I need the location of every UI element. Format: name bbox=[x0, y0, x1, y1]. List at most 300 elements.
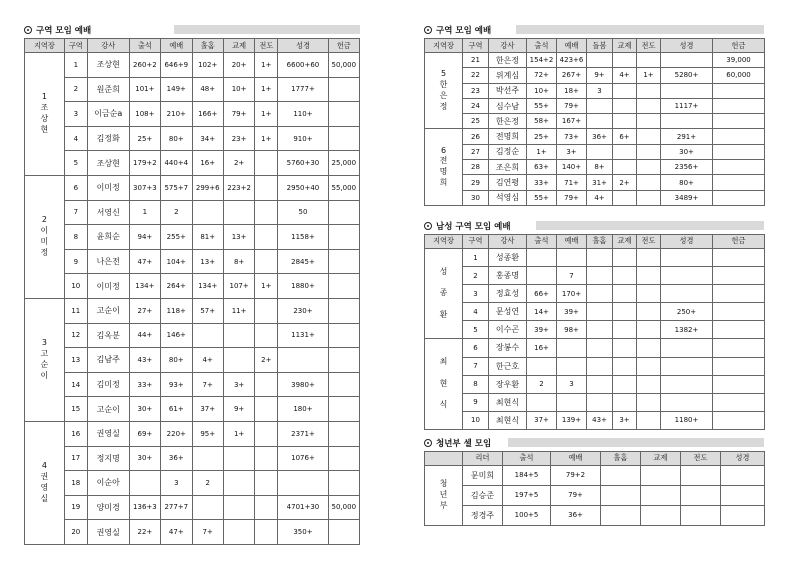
cell-leader: 나은전 bbox=[87, 249, 129, 274]
cell-number: 9 bbox=[64, 249, 87, 274]
cell-value: 2 bbox=[161, 200, 192, 225]
cell-value: 5760+30 bbox=[278, 151, 328, 176]
cell-value bbox=[557, 357, 587, 375]
cell-value: 2356+ bbox=[661, 160, 713, 175]
cell-value bbox=[713, 411, 765, 429]
cell-value: 33+ bbox=[129, 372, 160, 397]
column-header: 홀홈 bbox=[192, 39, 223, 53]
cell-value: 4+ bbox=[613, 68, 637, 83]
cell-value bbox=[613, 144, 637, 159]
cell-value: 1+ bbox=[255, 126, 278, 151]
cell-value: 31+ bbox=[587, 175, 613, 190]
cell-value: 264+ bbox=[161, 274, 192, 299]
cell-value bbox=[637, 53, 661, 68]
cell-value bbox=[713, 129, 765, 144]
cell-value bbox=[713, 144, 765, 159]
cell-value: 4701+30 bbox=[278, 495, 328, 520]
cell-value bbox=[637, 175, 661, 190]
cell-value bbox=[637, 339, 661, 357]
table-row bbox=[25, 53, 360, 78]
cell-value bbox=[637, 190, 661, 205]
cell-value bbox=[587, 339, 613, 357]
cell-value bbox=[192, 323, 223, 348]
cell-number: 16 bbox=[64, 421, 87, 446]
cell-value bbox=[223, 348, 254, 373]
cell-number: 17 bbox=[64, 446, 87, 471]
cell-value: 170+ bbox=[557, 285, 587, 303]
cell-value: 250+ bbox=[661, 303, 713, 321]
cell-value: 140+ bbox=[557, 160, 587, 175]
cell-value bbox=[557, 393, 587, 411]
cell-value: 14+ bbox=[527, 303, 557, 321]
cell-value: 2 bbox=[192, 471, 223, 496]
cell-value: 79+ bbox=[557, 98, 587, 113]
table-row bbox=[425, 53, 765, 68]
table-row bbox=[425, 303, 765, 321]
column-header: 구역 bbox=[463, 234, 489, 248]
cell-value: 34+ bbox=[192, 126, 223, 151]
group-label: 성 종 환 bbox=[425, 248, 463, 338]
cell-value: 30+ bbox=[129, 397, 160, 422]
column-header: 예배 bbox=[557, 39, 587, 53]
cell-value bbox=[527, 357, 557, 375]
column-header: 홀홈 bbox=[601, 451, 641, 465]
cell-value: 2950+40 bbox=[278, 175, 328, 200]
cell-value: 95+ bbox=[192, 421, 223, 446]
table-row bbox=[425, 160, 765, 175]
column-header: 전도 bbox=[681, 451, 721, 465]
cell-leader: 성종환 bbox=[489, 248, 527, 266]
cell-value: 2371+ bbox=[278, 421, 328, 446]
cell-number: 14 bbox=[64, 372, 87, 397]
cell-value: 79+ bbox=[551, 485, 601, 505]
cell-leader: 이금순a bbox=[87, 102, 129, 127]
column-header: 성경 bbox=[278, 39, 328, 53]
cell-value: 8+ bbox=[223, 249, 254, 274]
cell-value bbox=[637, 160, 661, 175]
cell-value bbox=[192, 446, 223, 471]
cell-value bbox=[637, 144, 661, 159]
circle-bullet-icon bbox=[24, 26, 32, 34]
cell-value bbox=[587, 375, 613, 393]
cell-leader: 김옥분 bbox=[87, 323, 129, 348]
cell-value: 18+ bbox=[557, 83, 587, 98]
cell-value bbox=[713, 303, 765, 321]
cell-value: 3489+ bbox=[661, 190, 713, 205]
column-header: 헌금 bbox=[713, 234, 765, 248]
cell-leader: 김정화 bbox=[87, 126, 129, 151]
cell-value: 3 bbox=[161, 471, 192, 496]
cell-number: 5 bbox=[463, 321, 489, 339]
cell-value: 10+ bbox=[223, 77, 254, 102]
cell-value bbox=[255, 495, 278, 520]
cell-value bbox=[713, 267, 765, 285]
table-row bbox=[25, 126, 360, 151]
table-row bbox=[425, 190, 765, 205]
cell-value: 1777+ bbox=[278, 77, 328, 102]
cell-value: 350+ bbox=[278, 520, 328, 545]
cell-value bbox=[721, 505, 765, 525]
cell-value: 6600+60 bbox=[278, 53, 328, 78]
cell-value bbox=[637, 375, 661, 393]
cell-value: 1+ bbox=[255, 53, 278, 78]
cell-number: 7 bbox=[64, 200, 87, 225]
cell-value bbox=[223, 495, 254, 520]
cell-number: 29 bbox=[463, 175, 489, 190]
cell-value bbox=[328, 323, 359, 348]
cell-value bbox=[557, 339, 587, 357]
cell-value bbox=[613, 53, 637, 68]
header-row bbox=[425, 39, 765, 53]
cell-value: 47+ bbox=[129, 249, 160, 274]
table-row bbox=[425, 505, 765, 525]
cell-value: 910+ bbox=[278, 126, 328, 151]
cell-value: 80+ bbox=[161, 348, 192, 373]
cell-number: 4 bbox=[64, 126, 87, 151]
cell-value: 39+ bbox=[557, 303, 587, 321]
cell-value bbox=[613, 248, 637, 266]
cell-value bbox=[713, 248, 765, 266]
table-row bbox=[25, 175, 360, 200]
cell-leader: 권영실 bbox=[87, 520, 129, 545]
cell-value bbox=[587, 98, 613, 113]
cell-value: 7+ bbox=[192, 520, 223, 545]
cell-value bbox=[661, 339, 713, 357]
cell-number: 18 bbox=[64, 471, 87, 496]
cell-value: 80+ bbox=[661, 175, 713, 190]
cell-value bbox=[661, 114, 713, 129]
cell-leader: 최현식 bbox=[489, 393, 527, 411]
column-header: 홀홈 bbox=[587, 234, 613, 248]
cell-value: 13+ bbox=[192, 249, 223, 274]
cell-value: 16+ bbox=[527, 339, 557, 357]
cell-value bbox=[613, 190, 637, 205]
header-row bbox=[25, 39, 360, 53]
cell-value bbox=[278, 471, 328, 496]
cell-value bbox=[328, 520, 359, 545]
cell-value bbox=[223, 446, 254, 471]
cell-value: 43+ bbox=[129, 348, 160, 373]
cell-leader: 고순이 bbox=[87, 397, 129, 422]
section-header-youth bbox=[424, 435, 764, 451]
table-row bbox=[425, 248, 765, 266]
column-header: 리더 bbox=[463, 451, 503, 465]
right-column bbox=[424, 22, 764, 526]
cell-leader: 김연평 bbox=[489, 175, 527, 190]
column-header: 돌봄 bbox=[587, 39, 613, 53]
cell-value bbox=[255, 446, 278, 471]
cell-value: 291+ bbox=[661, 129, 713, 144]
cell-leader: 김정순 bbox=[489, 144, 527, 159]
cell-value: 277+7 bbox=[161, 495, 192, 520]
table-row bbox=[25, 421, 360, 446]
left-column bbox=[24, 22, 360, 545]
cell-value: 6+ bbox=[613, 129, 637, 144]
table-row bbox=[25, 298, 360, 323]
group-label: 4 권 영 실 bbox=[25, 421, 65, 544]
cell-value: 307+3 bbox=[129, 175, 160, 200]
cell-number: 20 bbox=[64, 520, 87, 545]
cell-leader: 문미희 bbox=[463, 465, 503, 485]
cell-number: 7 bbox=[463, 357, 489, 375]
cell-value bbox=[527, 248, 557, 266]
cell-value: 10+ bbox=[527, 83, 557, 98]
column-header: 헌금 bbox=[328, 39, 359, 53]
cell-value bbox=[328, 225, 359, 250]
column-header: 강사 bbox=[87, 39, 129, 53]
cell-value bbox=[587, 321, 613, 339]
cell-number: 9 bbox=[463, 393, 489, 411]
cell-value bbox=[637, 303, 661, 321]
cell-value: 80+ bbox=[161, 126, 192, 151]
column-header: 지역장 bbox=[425, 234, 463, 248]
cell-value: 1+ bbox=[255, 77, 278, 102]
cell-value bbox=[661, 83, 713, 98]
cell-value: 3+ bbox=[613, 411, 637, 429]
cell-number: 11 bbox=[64, 298, 87, 323]
cell-value: 1382+ bbox=[661, 321, 713, 339]
cell-value: 423+6 bbox=[557, 53, 587, 68]
cell-value: 20+ bbox=[223, 53, 254, 78]
cell-value: 299+6 bbox=[192, 175, 223, 200]
cell-value bbox=[713, 160, 765, 175]
cell-value: 2+ bbox=[613, 175, 637, 190]
cell-leader: 홍종명 bbox=[489, 267, 527, 285]
cell-value: 69+ bbox=[129, 421, 160, 446]
men-district-table bbox=[424, 234, 765, 430]
cell-value: 184+5 bbox=[503, 465, 551, 485]
cell-value bbox=[328, 397, 359, 422]
table-row bbox=[25, 200, 360, 225]
table-row bbox=[25, 372, 360, 397]
cell-value bbox=[713, 83, 765, 98]
cell-value: 27+ bbox=[129, 298, 160, 323]
cell-value: 55,000 bbox=[328, 175, 359, 200]
cell-leader: 석영심 bbox=[489, 190, 527, 205]
cell-value bbox=[328, 421, 359, 446]
cell-value bbox=[613, 303, 637, 321]
cell-value bbox=[587, 248, 613, 266]
cell-value: 3 bbox=[557, 375, 587, 393]
cell-value: 104+ bbox=[161, 249, 192, 274]
cell-value bbox=[255, 151, 278, 176]
cell-number: 3 bbox=[64, 102, 87, 127]
cell-leader: 이미정 bbox=[87, 274, 129, 299]
cell-leader: 박선주 bbox=[489, 83, 527, 98]
cell-value bbox=[328, 249, 359, 274]
header-bar bbox=[516, 25, 764, 34]
table-row bbox=[25, 249, 360, 274]
cell-value: 11+ bbox=[223, 298, 254, 323]
cell-leader: 전명희 bbox=[489, 129, 527, 144]
cell-value bbox=[637, 129, 661, 144]
cell-value: 101+ bbox=[129, 77, 160, 102]
cell-number: 30 bbox=[463, 190, 489, 205]
circle-bullet-icon bbox=[424, 439, 432, 447]
section-title: 청년부 셀 모임 bbox=[436, 438, 492, 449]
cell-value bbox=[613, 98, 637, 113]
cell-leader: 이수곤 bbox=[489, 321, 527, 339]
cell-value: 9+ bbox=[587, 68, 613, 83]
cell-value: 149+ bbox=[161, 77, 192, 102]
cell-leader: 김미정 bbox=[87, 372, 129, 397]
cell-value bbox=[255, 249, 278, 274]
cell-leader: 최현식 bbox=[489, 411, 527, 429]
cell-value: 4+ bbox=[587, 190, 613, 205]
cell-value bbox=[713, 285, 765, 303]
cell-value: 25+ bbox=[129, 126, 160, 151]
cell-value: 71+ bbox=[557, 175, 587, 190]
district-table-right bbox=[424, 38, 765, 206]
cell-value bbox=[223, 520, 254, 545]
cell-value: 1 bbox=[129, 200, 160, 225]
table-row bbox=[25, 397, 360, 422]
cell-value: 100+5 bbox=[503, 505, 551, 525]
cell-value: 134+ bbox=[192, 274, 223, 299]
column-header: 교제 bbox=[613, 39, 637, 53]
cell-value: 210+ bbox=[161, 102, 192, 127]
section-title: 구역 모임 예배 bbox=[436, 26, 492, 36]
cell-value: 3+ bbox=[223, 372, 254, 397]
cell-value: 575+7 bbox=[161, 175, 192, 200]
cell-leader: 한은정 bbox=[489, 114, 527, 129]
table-row bbox=[25, 151, 360, 176]
cell-value: 223+2 bbox=[223, 175, 254, 200]
cell-value: 30+ bbox=[129, 446, 160, 471]
cell-number: 12 bbox=[64, 323, 87, 348]
cell-value bbox=[129, 471, 160, 496]
cell-value: 30+ bbox=[661, 144, 713, 159]
cell-value bbox=[328, 77, 359, 102]
cell-value bbox=[713, 190, 765, 205]
cell-value: 50 bbox=[278, 200, 328, 225]
cell-leader: 조은희 bbox=[489, 160, 527, 175]
cell-value: 33+ bbox=[527, 175, 557, 190]
table-row bbox=[425, 465, 765, 485]
cell-value bbox=[278, 348, 328, 373]
cell-number: 23 bbox=[463, 83, 489, 98]
cell-number: 24 bbox=[463, 98, 489, 113]
cell-value bbox=[637, 411, 661, 429]
column-header: 전도 bbox=[637, 39, 661, 53]
table-row bbox=[425, 129, 765, 144]
cell-value: 108+ bbox=[129, 102, 160, 127]
table-row bbox=[425, 485, 765, 505]
cell-value: 179+2 bbox=[129, 151, 160, 176]
table-row bbox=[425, 375, 765, 393]
cell-leader: 조상현 bbox=[87, 53, 129, 78]
group-label: 2 이 미 정 bbox=[25, 175, 65, 298]
cell-value bbox=[255, 200, 278, 225]
column-header: 지역장 bbox=[25, 39, 65, 53]
table-row bbox=[425, 68, 765, 83]
cell-value: 63+ bbox=[527, 160, 557, 175]
table-row bbox=[425, 321, 765, 339]
cell-leader: 정경주 bbox=[463, 505, 503, 525]
cell-value bbox=[641, 465, 681, 485]
cell-value bbox=[713, 375, 765, 393]
cell-value: 180+ bbox=[278, 397, 328, 422]
cell-leader: 이순아 bbox=[87, 471, 129, 496]
cell-value bbox=[637, 267, 661, 285]
column-header: 출석 bbox=[129, 39, 160, 53]
cell-value: 440+4 bbox=[161, 151, 192, 176]
cell-value bbox=[601, 465, 641, 485]
section-header-district bbox=[24, 22, 360, 38]
cell-value bbox=[721, 485, 765, 505]
cell-leader: 정지명 bbox=[87, 446, 129, 471]
cell-value: 25+ bbox=[527, 129, 557, 144]
column-header: 예배 bbox=[161, 39, 192, 53]
cell-value: 36+ bbox=[587, 129, 613, 144]
cell-value bbox=[713, 114, 765, 129]
cell-value: 134+ bbox=[129, 274, 160, 299]
cell-value: 3+ bbox=[557, 144, 587, 159]
cell-value: 1+ bbox=[637, 68, 661, 83]
table-row bbox=[425, 175, 765, 190]
table-row bbox=[25, 520, 360, 545]
cell-number: 13 bbox=[64, 348, 87, 373]
circle-bullet-icon bbox=[424, 26, 432, 34]
cell-leader: 정효성 bbox=[489, 285, 527, 303]
cell-value bbox=[613, 357, 637, 375]
cell-value bbox=[661, 267, 713, 285]
cell-value bbox=[328, 471, 359, 496]
column-header: 헌금 bbox=[713, 39, 765, 53]
cell-value: 2+ bbox=[255, 348, 278, 373]
cell-value: 79+2 bbox=[551, 465, 601, 485]
column-header: 지역장 bbox=[425, 39, 463, 53]
cell-number: 2 bbox=[64, 77, 87, 102]
cell-value: 110+ bbox=[278, 102, 328, 127]
cell-number: 2 bbox=[463, 267, 489, 285]
cell-value: 13+ bbox=[223, 225, 254, 250]
cell-value bbox=[661, 357, 713, 375]
cell-value: 1+ bbox=[255, 274, 278, 299]
cell-number: 25 bbox=[463, 114, 489, 129]
cell-value: 50,000 bbox=[328, 53, 359, 78]
cell-value bbox=[637, 248, 661, 266]
cell-value bbox=[192, 495, 223, 520]
cell-leader: 김남주 bbox=[87, 348, 129, 373]
section-header-district-2 bbox=[424, 22, 764, 38]
table-row bbox=[425, 98, 765, 113]
column-header: 구역 bbox=[463, 39, 489, 53]
cell-value: 37+ bbox=[192, 397, 223, 422]
cell-value bbox=[255, 421, 278, 446]
cell-value bbox=[681, 505, 721, 525]
cell-value bbox=[637, 357, 661, 375]
cell-value bbox=[713, 357, 765, 375]
cell-value bbox=[613, 267, 637, 285]
cell-value bbox=[587, 393, 613, 411]
cell-value: 5280+ bbox=[661, 68, 713, 83]
cell-value: 7+ bbox=[192, 372, 223, 397]
cell-value bbox=[255, 471, 278, 496]
cell-value: 44+ bbox=[129, 323, 160, 348]
cell-value bbox=[713, 339, 765, 357]
cell-value bbox=[587, 285, 613, 303]
cell-value bbox=[328, 298, 359, 323]
column-header: 교제 bbox=[613, 234, 637, 248]
table-row bbox=[25, 348, 360, 373]
cell-leader: 고순이 bbox=[87, 298, 129, 323]
cell-value: 260+2 bbox=[129, 53, 160, 78]
cell-value: 16+ bbox=[192, 151, 223, 176]
cell-value bbox=[641, 485, 681, 505]
cell-value: 94+ bbox=[129, 225, 160, 250]
cell-value: 7 bbox=[557, 267, 587, 285]
